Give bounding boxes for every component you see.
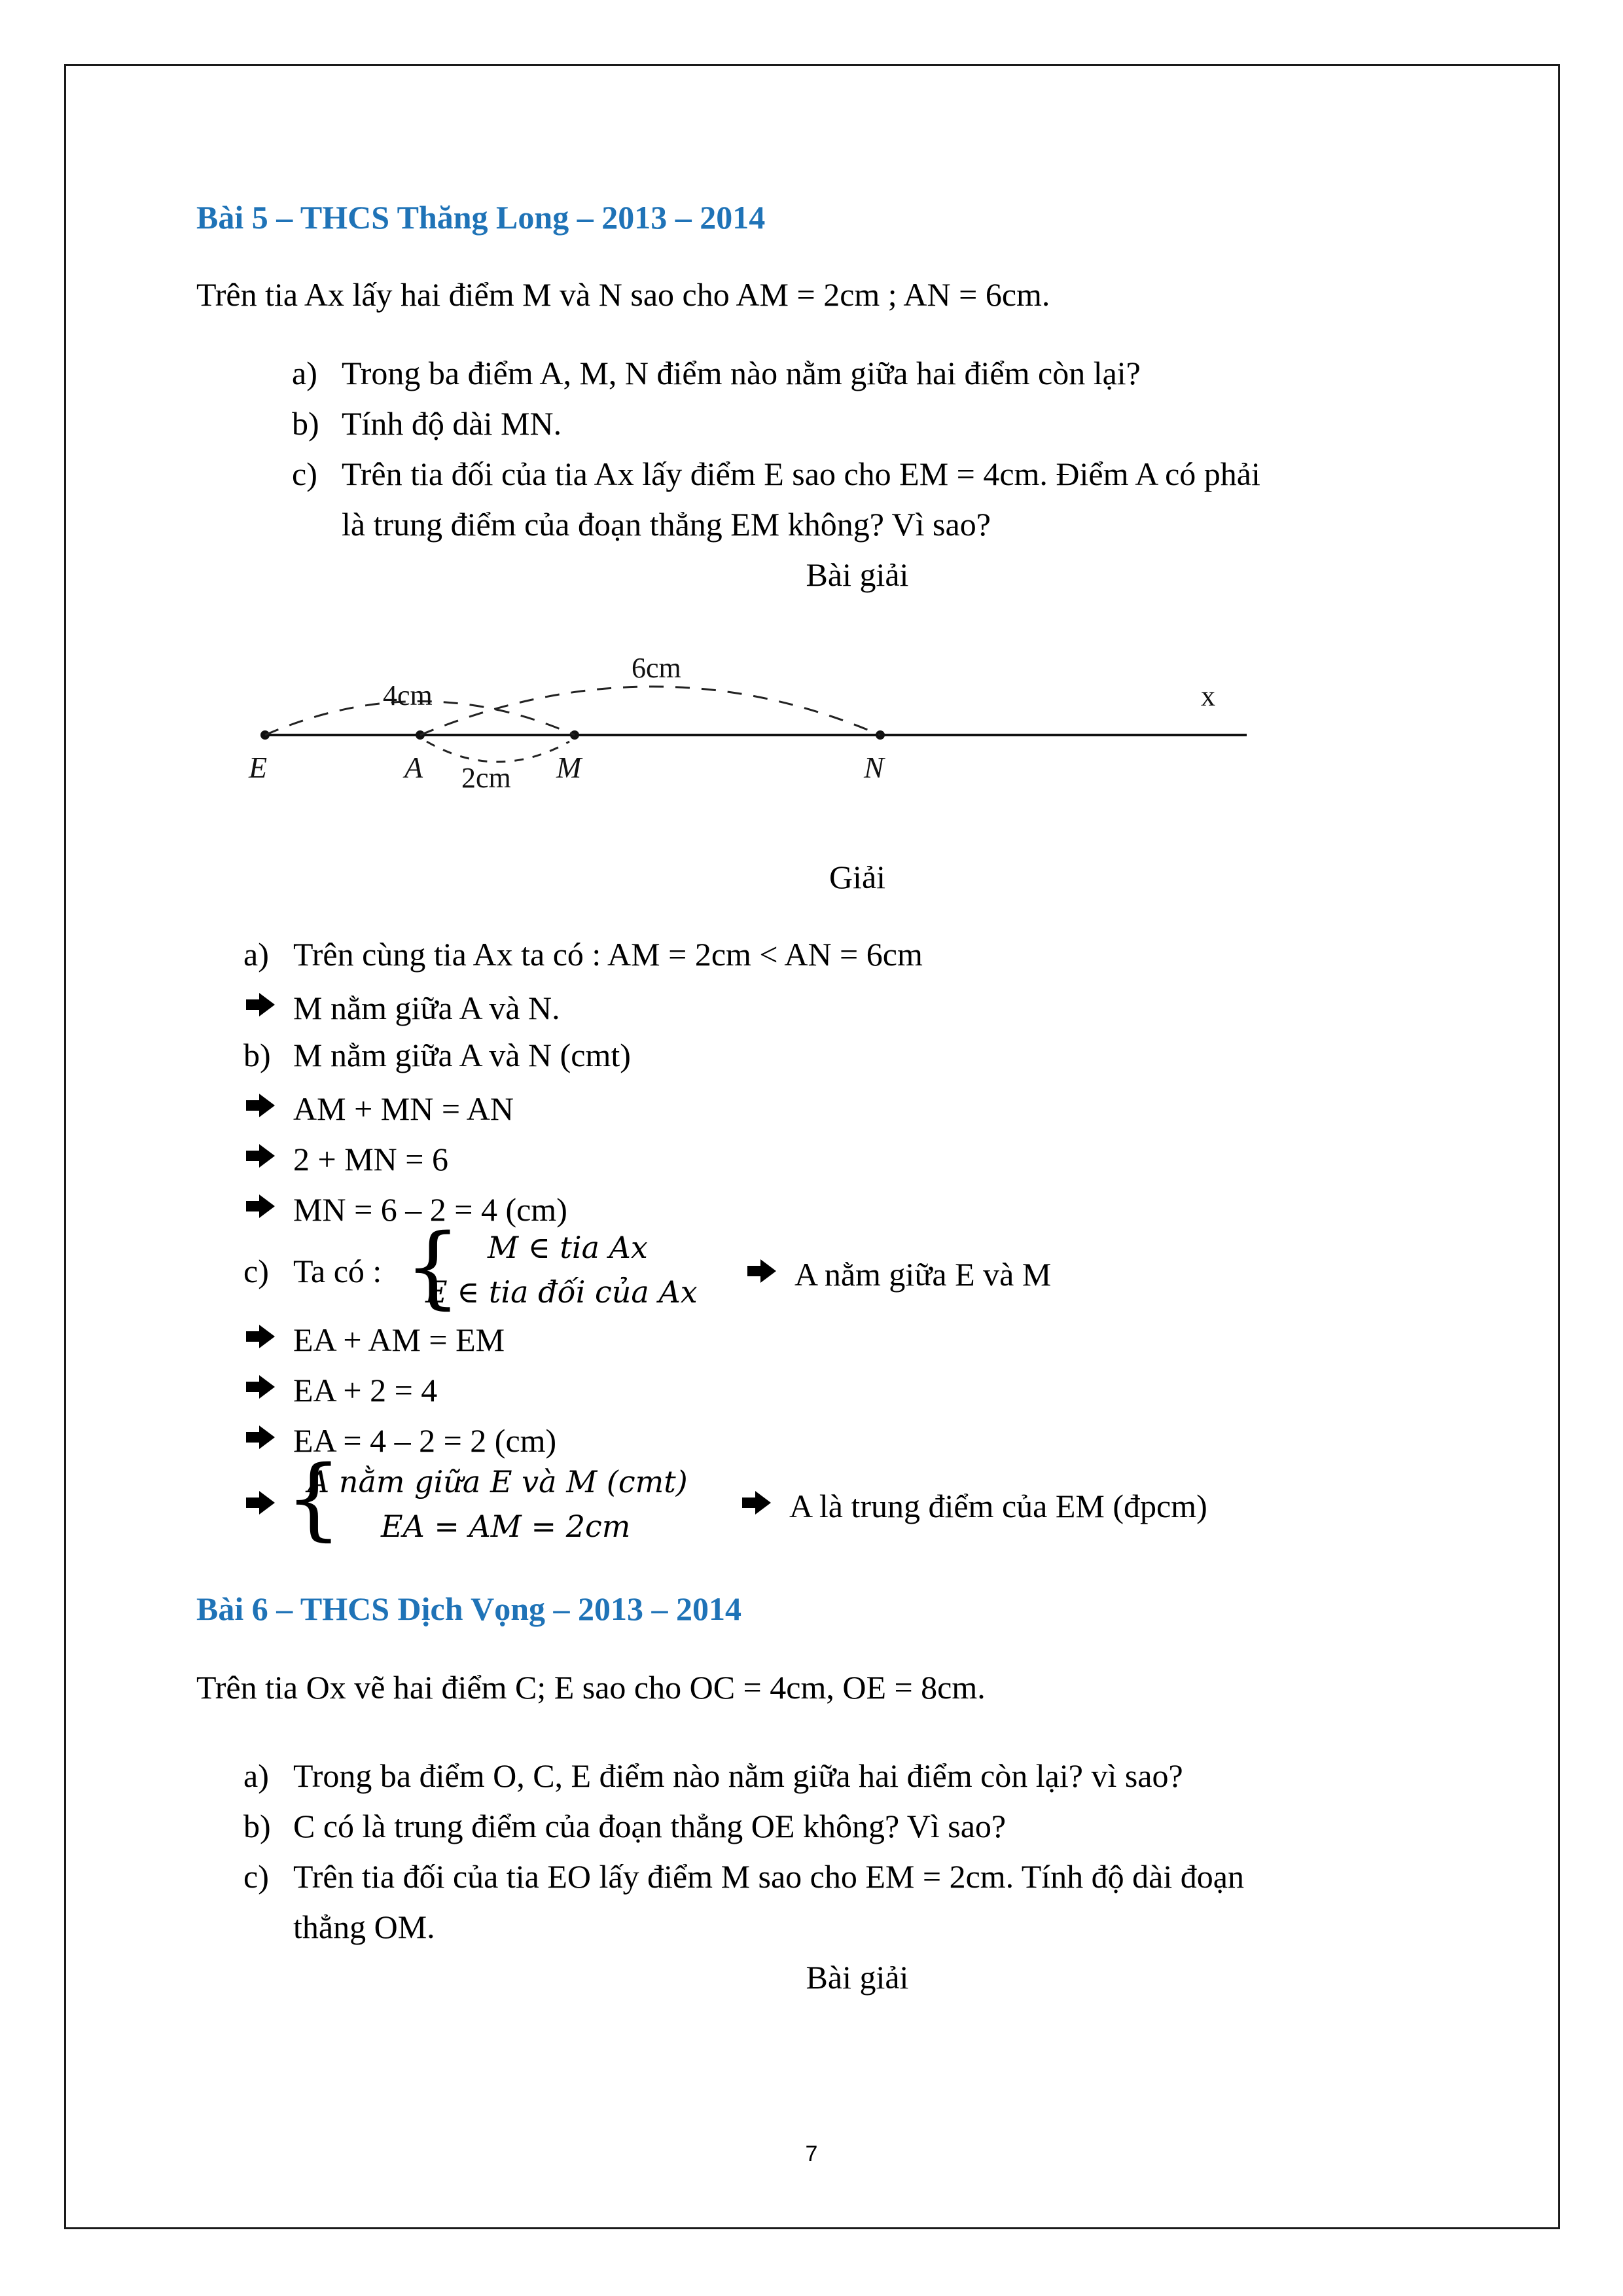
right-arrow-icon	[243, 1418, 283, 1452]
problem5-title: Bài 5 – THCS Thăng Long – 2013 – 2014	[196, 199, 766, 236]
label-N: N	[864, 751, 884, 784]
sol-a-conclusion: M nằm giữa A và N.	[243, 985, 560, 1028]
label-E: E	[249, 751, 268, 784]
right-arrow-icon	[740, 1483, 779, 1517]
p6-bai-giai: Bài giải	[806, 1959, 909, 1996]
sol-b-step: AM + MN = AN	[243, 1086, 514, 1128]
left-brace: {	[404, 1215, 461, 1319]
p6-question-a-label: a)	[243, 1757, 269, 1794]
arc-2cm	[427, 742, 569, 762]
right-arrow-icon	[243, 1086, 283, 1120]
sol-c-step: EA + AM = EM	[243, 1317, 505, 1359]
label-4cm: 4cm	[383, 679, 433, 711]
p6-question-b: C có là trung điểm của đoạn thẳng OE không? Vì sao?	[293, 1808, 1007, 1844]
p5-question-b-label: b)	[292, 405, 319, 442]
final-system-line-2: EA = AM = 2cm	[381, 1509, 631, 1544]
sol-b-step: 2 + MN = 6	[243, 1136, 448, 1179]
label-x: x	[1201, 680, 1215, 712]
right-arrow-icon	[243, 1187, 283, 1221]
sol-c-step: EA + 2 = 4	[243, 1367, 437, 1410]
sol-b-step: MN = 6 – 2 = 4 (cm)	[243, 1187, 567, 1229]
final-conclusion: A là trung điểm của EM (đpcm)	[740, 1483, 1207, 1526]
sol-a-label: a)	[243, 936, 269, 973]
sol-c-label: c)	[243, 1253, 269, 1289]
p6-question-c: Trên tia đối của tia EO lấy điểm M sao cho EM = 2cm. Tính độ dài đoạn	[293, 1858, 1244, 1895]
p5-giai: Giải	[829, 859, 886, 895]
right-arrow-icon	[745, 1251, 784, 1285]
p6-question-c-label: c)	[243, 1858, 269, 1895]
label-2cm: 2cm	[461, 762, 511, 794]
p6-question-a: Trong ba điểm O, C, E điểm nào nằm giữa hai điểm còn lại? vì sao?	[293, 1757, 1183, 1794]
final-system-line-1: A nằm giữa E và M (cmt)	[308, 1464, 688, 1499]
p5-question-b: Tính độ dài MN.	[342, 405, 562, 442]
label-A: A	[404, 751, 423, 784]
p5-question-c-label: c)	[292, 456, 317, 492]
segment-figure	[236, 648, 1257, 805]
problem5-statement: Trên tia Ax lấy hai điểm M và N sao cho AM = 2cm ; AN = 6cm.	[196, 276, 1050, 313]
p5-question-c: Trên tia đối của tia Ax lấy điểm E sao cho EM = 4cm. Điểm A có phải	[342, 456, 1260, 492]
sol-a-text: Trên cùng tia Ax ta có : AM = 2cm < AN = 6cm	[293, 936, 923, 973]
p6-question-b-label: b)	[243, 1808, 271, 1844]
label-M: M	[556, 751, 582, 784]
problem6-statement: Trên tia Ox vẽ hai điểm C; E sao cho OC = 4cm, OE = 8cm.	[196, 1669, 986, 1706]
page-number: 7	[805, 2142, 818, 2166]
sol-c-system-line-1: M ∈ tia Ax	[488, 1230, 648, 1265]
right-arrow-icon	[243, 1367, 283, 1401]
problem6-title: Bài 6 – THCS Dịch Vọng – 2013 – 2014	[196, 1590, 742, 1627]
label-6cm: 6cm	[632, 652, 681, 684]
p5-question-a: Trong ba điểm A, M, N điểm nào nằm giữa hai điểm còn lại?	[342, 355, 1141, 391]
sol-b-text: M nằm giữa A và N (cmt)	[293, 1037, 631, 1073]
p5-question-c-cont: là trung điểm của đoạn thẳng EM không? Vì sao?	[342, 506, 991, 543]
p5-question-a-label: a)	[292, 355, 317, 391]
sol-c-system-line-2: E ∈ tia đối của Ax	[425, 1274, 698, 1310]
arc-6cm	[420, 687, 880, 735]
p6-question-c-cont: thẳng OM.	[293, 1909, 435, 1945]
final-arrow	[243, 1483, 283, 1526]
right-arrow-icon	[243, 1483, 283, 1517]
sol-c-text: Ta có :	[293, 1253, 382, 1289]
left-brace: {	[285, 1447, 342, 1551]
right-arrow-icon	[243, 1317, 283, 1351]
right-arrow-icon	[243, 1136, 283, 1170]
right-arrow-icon	[243, 985, 283, 1019]
sol-c-step: EA = 4 – 2 = 2 (cm)	[243, 1418, 556, 1460]
sol-c-conclusion: A nằm giữa E và M	[745, 1251, 1051, 1294]
sol-b-label: b)	[243, 1037, 271, 1073]
p5-bai-giai: Bài giải	[806, 556, 909, 593]
